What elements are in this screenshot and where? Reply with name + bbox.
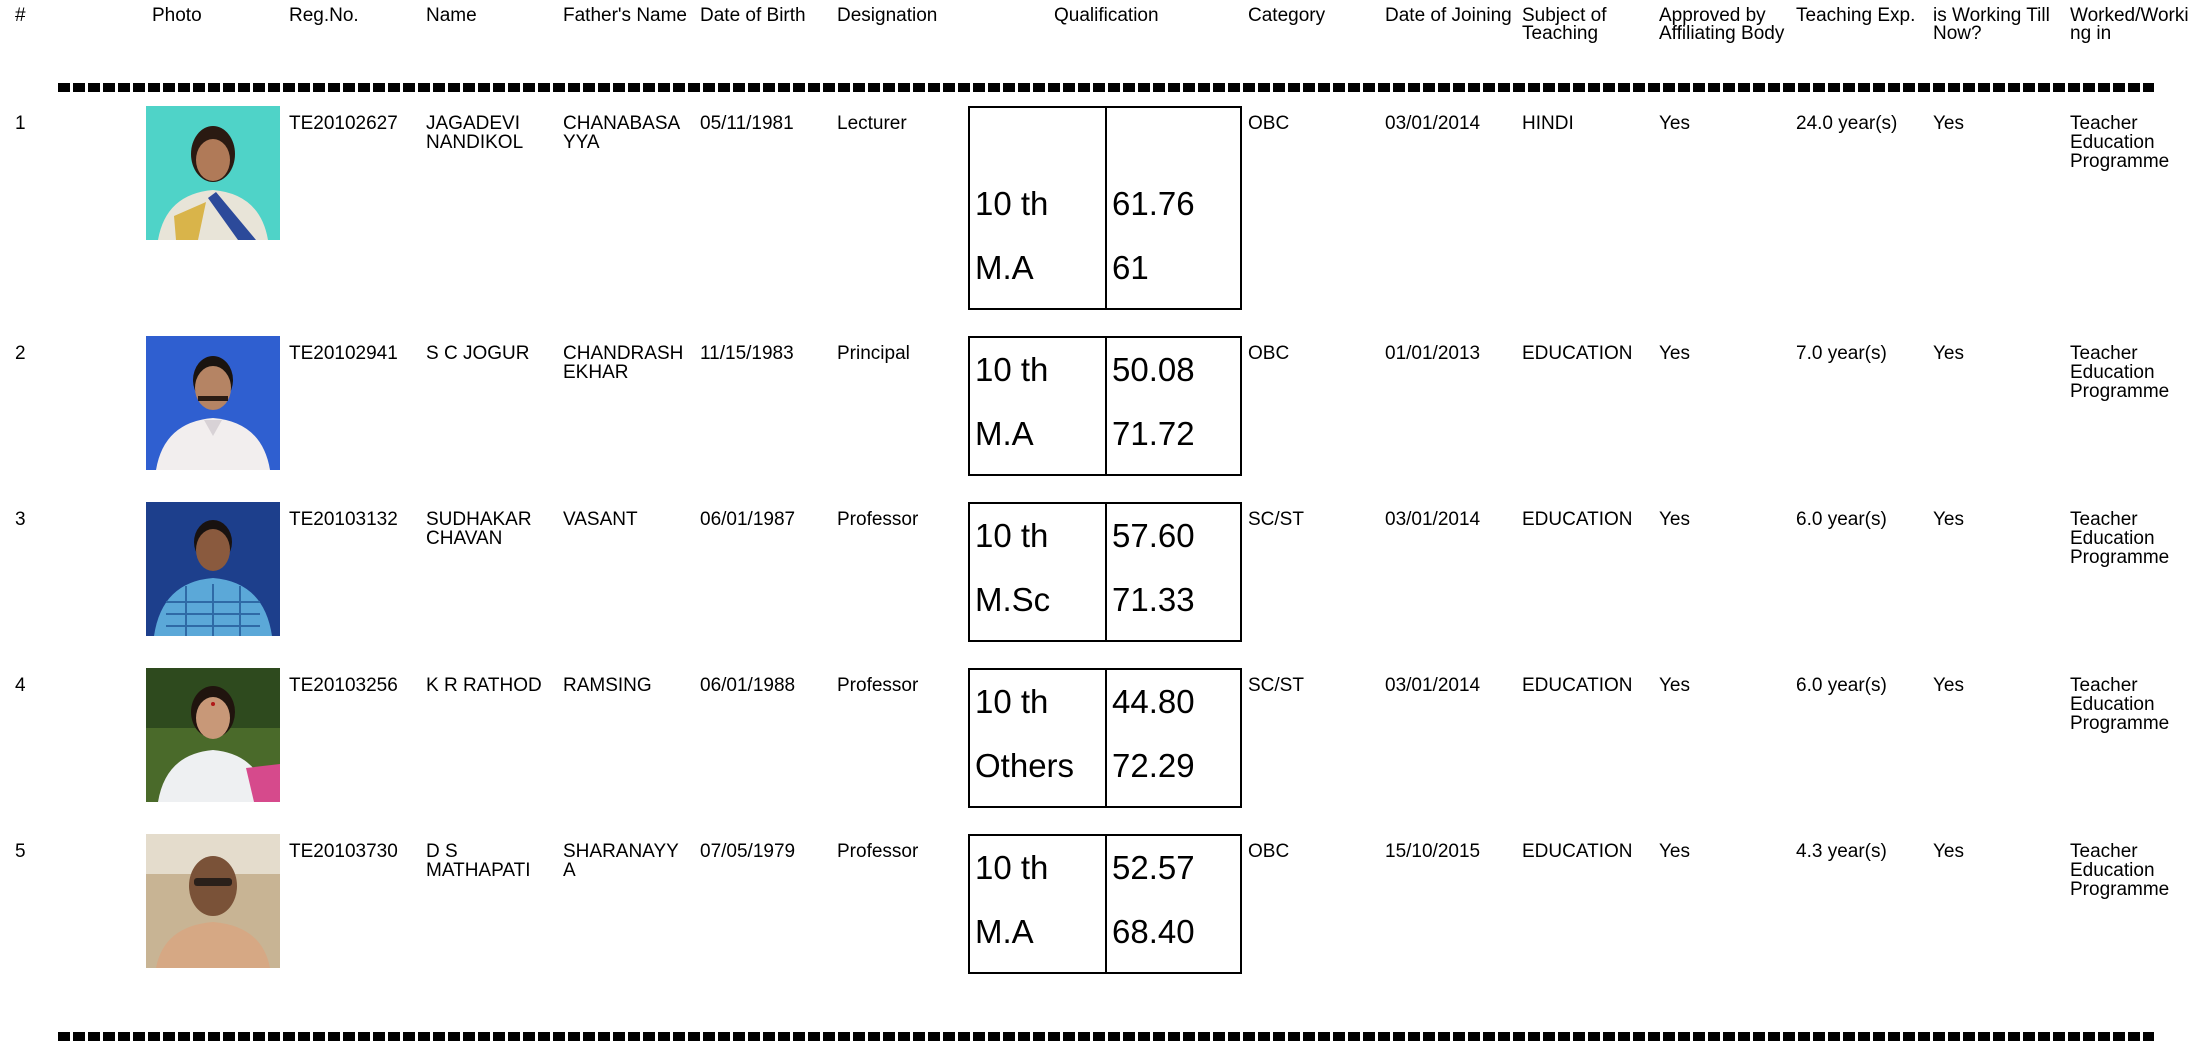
subject: EDUCATION [1522, 509, 1633, 530]
qualification-percent: 52.57 [1112, 849, 1195, 886]
header-qualification: Qualification [1054, 5, 1159, 26]
qualification-percent: 71.72 [1112, 415, 1195, 452]
is-working: Yes [1933, 509, 1964, 530]
qualification-percent: 61.76 [1112, 185, 1195, 222]
reg-no: TE20102941 [289, 343, 398, 364]
qualification-percent: 57.60 [1112, 517, 1195, 554]
header-category: Category [1248, 5, 1326, 26]
date-of-joining: 03/01/2014 [1385, 113, 1481, 134]
qualification-table [968, 336, 1242, 476]
teaching-exp: 7.0 year(s) [1796, 343, 1887, 364]
header-name: Name [426, 5, 477, 26]
header-photo: Photo [152, 5, 202, 26]
qualification-table [968, 834, 1242, 974]
reg-no: TE20103132 [289, 509, 398, 530]
qualification-row [970, 836, 1240, 900]
portrait-man-photo-icon [146, 834, 280, 968]
teaching-exp: 6.0 year(s) [1796, 509, 1887, 530]
subject: HINDI [1522, 113, 1574, 134]
name: D S MATHAPATI [426, 841, 531, 881]
qualification-degree: M.A [975, 913, 1034, 950]
qualification-degree: 10 th [975, 185, 1049, 222]
header-reg-no: Reg.No. [289, 5, 359, 26]
worked-in: Teacher Education Programme [2070, 675, 2170, 734]
portrait-woman-photo-icon [146, 106, 280, 240]
reg-no: TE20103256 [289, 675, 398, 696]
qualification-percent: 50.08 [1112, 351, 1195, 388]
father-name: VASANT [563, 509, 638, 530]
worked-in: Teacher Education Programme [2070, 841, 2170, 900]
approved: Yes [1659, 841, 1690, 862]
qualification-degree: 10 th [975, 351, 1049, 388]
subject: EDUCATION [1522, 675, 1633, 696]
date-of-birth: 05/11/1981 [700, 113, 794, 134]
reg-no: TE20102627 [289, 113, 398, 134]
qualification-percent: 61 [1112, 249, 1149, 286]
row-number: 4 [15, 675, 26, 696]
qualification-row [970, 108, 1240, 172]
father-name: RAMSING [563, 675, 652, 696]
approved: Yes [1659, 675, 1690, 696]
portrait-man-photo-icon [146, 336, 280, 470]
qualification-row [970, 504, 1240, 568]
qualification-row [970, 670, 1240, 734]
name: JAGADEVI NANDIKOL [426, 113, 524, 153]
name: SUDHAKAR CHAVAN [426, 509, 532, 549]
row-number: 2 [15, 343, 26, 364]
header-is-working: is Working Till Now? [1933, 5, 2050, 44]
father-name: CHANDRASH EKHAR [563, 343, 684, 383]
father-name: SHARANAYY A [563, 841, 679, 881]
qualification-row [970, 734, 1240, 798]
approved: Yes [1659, 509, 1690, 530]
qualification-percent: 68.40 [1112, 913, 1195, 950]
qualification-degree: M.Sc [975, 581, 1051, 618]
header-date-of-joining: Date of Joining [1385, 5, 1512, 26]
is-working: Yes [1933, 841, 1964, 862]
header-teaching-exp: Teaching Exp. [1796, 5, 1916, 26]
row-number: 1 [15, 113, 26, 134]
bottom-dashed-divider [58, 1032, 2154, 1041]
date-of-birth: 07/05/1979 [700, 841, 796, 862]
is-working: Yes [1933, 343, 1964, 364]
teaching-exp: 6.0 year(s) [1796, 675, 1887, 696]
teaching-exp: 4.3 year(s) [1796, 841, 1887, 862]
row-number: 3 [15, 509, 26, 530]
father-name: CHANABASA YYA [563, 113, 681, 153]
header-designation: Designation [837, 5, 938, 26]
portrait-woman-photo-icon [146, 668, 280, 802]
qualification-row [970, 236, 1240, 300]
qualification-degree: M.A [975, 249, 1034, 286]
header-number: # [15, 5, 26, 26]
category: OBC [1248, 113, 1290, 134]
qualification-table [968, 106, 1242, 310]
qualification-degree: 10 th [975, 683, 1049, 720]
date-of-joining: 03/01/2014 [1385, 509, 1481, 530]
reg-no: TE20103730 [289, 841, 398, 862]
name: K R RATHOD [426, 675, 542, 696]
name: S C JOGUR [426, 343, 530, 364]
qualification-row [970, 402, 1240, 466]
teaching-exp: 24.0 year(s) [1796, 113, 1898, 134]
approved: Yes [1659, 113, 1690, 134]
designation: Professor [837, 509, 919, 530]
qualification-percent: 72.29 [1112, 747, 1195, 784]
header-date-of-birth: Date of Birth [700, 5, 806, 26]
header-worked-in: Worked/Worki ng in [2070, 5, 2189, 44]
qualification-percent: 71.33 [1112, 581, 1195, 618]
qualification-row [970, 172, 1240, 236]
header-subject: Subject of Teaching [1522, 5, 1607, 44]
qualification-degree: Others [975, 747, 1075, 784]
category: SC/ST [1248, 509, 1304, 530]
is-working: Yes [1933, 113, 1964, 134]
date-of-birth: 06/01/1987 [700, 509, 796, 530]
qualification-row [970, 900, 1240, 964]
date-of-birth: 06/01/1988 [700, 675, 796, 696]
worked-in: Teacher Education Programme [2070, 113, 2170, 172]
subject: EDUCATION [1522, 343, 1633, 364]
designation: Lecturer [837, 113, 907, 134]
worked-in: Teacher Education Programme [2070, 509, 2170, 568]
qualification-table [968, 502, 1242, 642]
qualification-degree: M.A [975, 415, 1034, 452]
qualification-table [968, 668, 1242, 808]
row-number: 5 [15, 841, 26, 862]
date-of-joining: 15/10/2015 [1385, 841, 1481, 862]
category: OBC [1248, 841, 1290, 862]
top-dashed-divider [58, 83, 2154, 92]
approved: Yes [1659, 343, 1690, 364]
category: SC/ST [1248, 675, 1304, 696]
date-of-joining: 01/01/2013 [1385, 343, 1481, 364]
header-approved: Approved by Affiliating Body [1659, 5, 1785, 44]
date-of-joining: 03/01/2014 [1385, 675, 1481, 696]
designation: Professor [837, 675, 919, 696]
subject: EDUCATION [1522, 841, 1633, 862]
designation: Professor [837, 841, 919, 862]
header-father-name: Father's Name [563, 5, 688, 26]
date-of-birth: 11/15/1983 [700, 343, 794, 364]
portrait-man-photo-icon [146, 502, 280, 636]
qualification-row [970, 568, 1240, 632]
qualification-degree: 10 th [975, 517, 1049, 554]
qualification-percent: 44.80 [1112, 683, 1195, 720]
worked-in: Teacher Education Programme [2070, 343, 2170, 402]
category: OBC [1248, 343, 1290, 364]
qualification-degree: 10 th [975, 849, 1049, 886]
qualification-row [970, 338, 1240, 402]
is-working: Yes [1933, 675, 1964, 696]
designation: Principal [837, 343, 910, 364]
